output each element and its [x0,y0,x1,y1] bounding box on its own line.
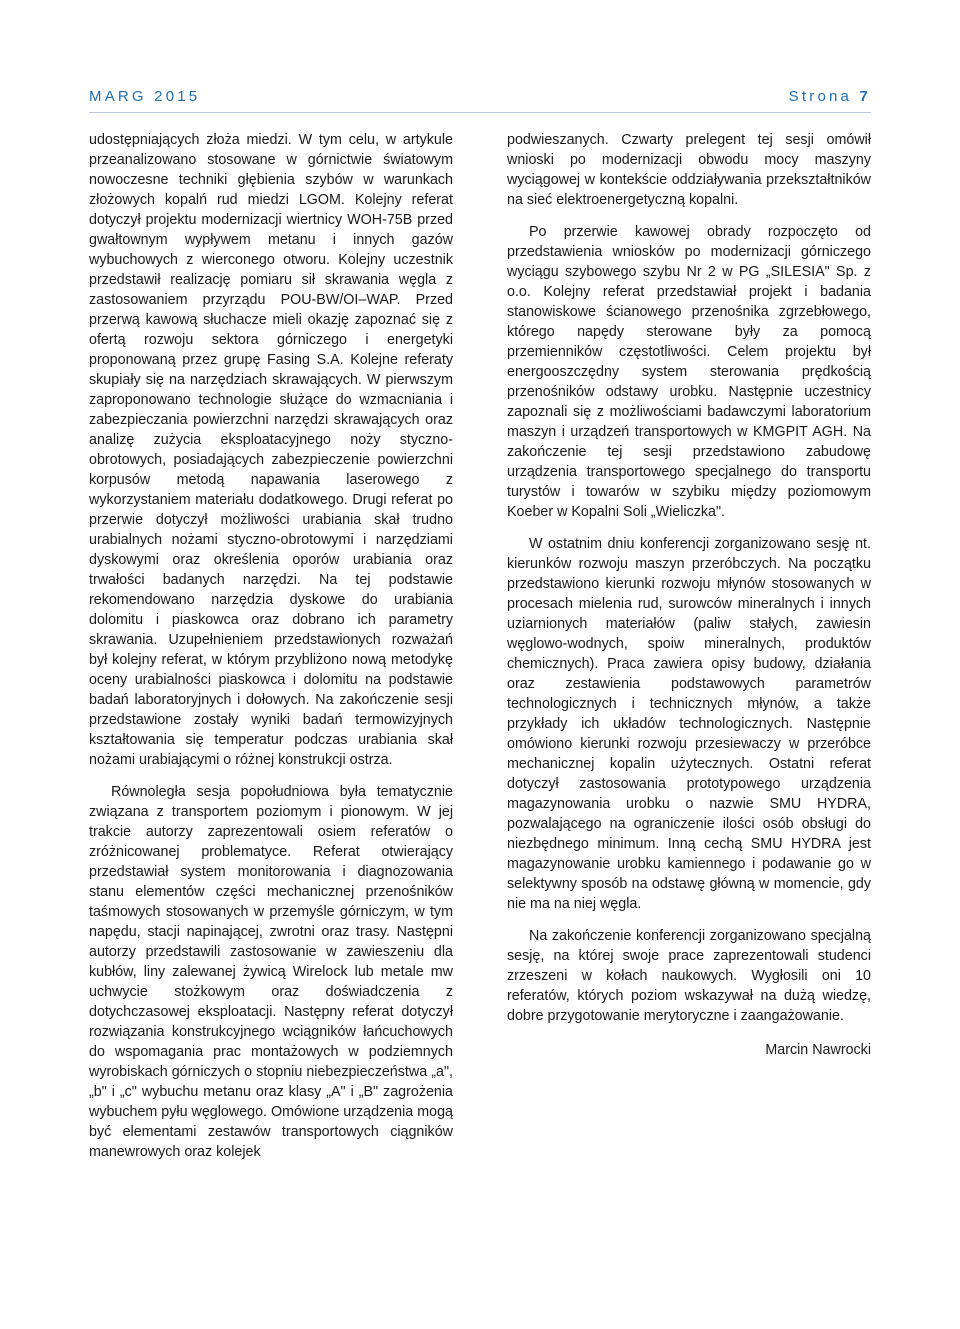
right-paragraph-1: podwieszanych. Czwarty prelegent tej sesji omówił wnioski po modernizacji obwodu mocy maszyny wyciągowej w kontekście oddziaływania przekształtników na sieć elektroenergetyczną kopalni. [507,132,871,208]
header-issue: MARG 2015 [89,88,201,105]
left-column [89,130,453,1162]
header-page-label: Strona [788,88,853,105]
left-paragraph-2: Równoległa sesja popołudniowa była tematycznie związana z transportem poziomym i pionowym. W jej trakcie autorzy zaprezentowali osiem referatów o zróżnicowanej problematyce. Referat otwierający przedstawiał system monitorowania i diagnozowania stanu elementów części mechanicznej przenośników taśmowych stosowanych w przemyśle górniczym, w tym napędu, stacji napinającej, zwrotni oraz trasy. Następni autorzy przedstawili zastosowanie w zawieszeniu dla kubłów, liny zalewanej żywicą Wirelock lub metale mw uchwycie stożkowym oraz doświadczenia z dotychczasowej eksploatacji. Następny referat dotyczył rozwiązania konstrukcyjnego wciągników łańcuchowych do wspomagania prac montażowych w podziemnych wyrobiskach górniczych o stopniu niebezpieczeństwa „a", „b" i „c" wybuchu metanu oraz klasy „A" i „B" zagrożenia wybuchem pyłu węglowego. Omówione urządzenia mogą być elementami zestawów transportowych ciągników manewrowych oraz kolejek [89,784,453,1160]
right-paragraph-4: Na zakończenie konferencji zorganizowano specjalną sesję, na której swoje prace zaprezentowali studenci zrzeszeni w kołach naukowych. Wygłosili oni 10 referatów, których poziom wskazywał na dużą wiedzę, dobre przygotowanie merytoryczne i zaangażowanie. [507,928,871,1024]
right-paragraph-2: Po przerwie kawowej obrady rozpoczęto od przedstawienia wniosków po modernizacji górniczego wyciągu szybowego szybu Nr 2 w PG „SILESIA" Sp. z o.o. Kolejny referat przedstawiał projekt i badania stanowiskowe ścianowego przenośnika zgrzebłowego, którego napędy sterowane były za pomocą przemienników częstotliwości. Celem projektu był energooszczędny system sterowania prędkością przenośników odstawy urobku. Następnie uczestnicy zapoznali się z możliwościami badawczymi laboratorium maszyn i urządzeń transportowych w KMGPIT AGH. Na zakończenie tej sesji przedstawiono zabudowę urządzenia transportowego specjalnego do transportu turystów i towarów w szybiku między poziomowym Koeber w Kopalni Soli „Wieliczka". [507,224,871,520]
header-page-number: 7 [859,88,871,105]
right-column [507,130,871,1060]
page-header [89,88,871,110]
author-signature: Marcin Nawrocki [765,1042,871,1058]
header-divider [89,112,871,113]
left-paragraph-1: udostępniających złoża miedzi. W tym celu, w artykule przeanalizowano stosowane w górnictwie światowym nowoczesne techniki głębienia szybów w warunkach złożowych kopalń rud miedzi LGOM. Kolejny referat dotyczył projektu modernizacji wiertnicy WOH-75B przed gwałtownym wypływem metanu i innych gazów wybuchowych z wierconego otworu. Kolejny uczestnik przedstawił realizację pomiaru sił skrawania węgla z zastosowaniem przyrządu POU-BW/OI–WAP. Przed przerwą kawową słuchacze mieli okazję zapoznać się z ofertą rozwoju sektora górniczego i energetyki proponowaną przez grupę Fasing S.A. Kolejne referaty skupiały się na narzędziach skrawających. W pierwszym zaproponowano technologie służące do wzmacniania i zabezpieczania powierzchni narzędzi skrawających oraz analizę zużycia eksploatacyjnego noży styczno-obrotowych, posiadających zabezpieczenie powierzchni korpusów metodą napawania laserowego z wykorzystaniem materiału dodatkowego. Drugi referat po przerwie dotyczył możliwości urabiania skał trudno urabialnych nożami styczno-obrotowymi i narzędziami dyskowymi oraz określenia oporów urabiania oraz trwałości badanych narzędzi. Na tej podstawie rekomendowano narzędzia dyskowe do urabiania dolomitu i piaskowca oraz dobrano ich parametry skrawania. Uzupełnieniem przedstawionych rozważań był kolejny referat, w którym przybliżono nową metodykę oceny urabialności piaskowca i dolomitu na podstawie badań laboratoryjnych i dołowych. Na zakończenie sesji przedstawione zostały wyniki badań termowizyjnych kształtowania się temperatur podczas urabiania skał nożami urabiającymi o różnej konstrukcji ostrza. [89,132,453,768]
header-page [789,88,871,105]
right-paragraph-3: W ostatnim dniu konferencji zorganizowano sesję nt. kierunków rozwoju maszyn przeróbczych. Na początku przedstawiono kierunki rozwoju młynów stosowanych w procesach mielenia rud, surowców mineralnych i innych uziarnionych materiałów (paliw stałych, zawiesin węglowo-wodnych, spoiw mineralnych, produktów chemicznych). Praca zawiera opisy budowy, działania oraz zestawienia podstawowych parametrów technologicznych i technicznych młynów, a także przykłady ich układów technologicznych. Następnie omówiono kierunki rozwoju przesiewaczy w przeróbce mechanicznej kopalin użytecznych. Ostatni referat dotyczył zastosowania prototypowego urządzenia magazynowania urobku o nazwie SMU HYDRA, pozwalającego na ograniczenie ilości osób obsługi do niezbędnego minimum. Inną cechą SMU HYDRA jest magazynowanie urobku kamiennego i podawanie go w selektywny sposób na odstawę główną w momencie, gdy nie ma na niej węgla. [507,536,871,912]
